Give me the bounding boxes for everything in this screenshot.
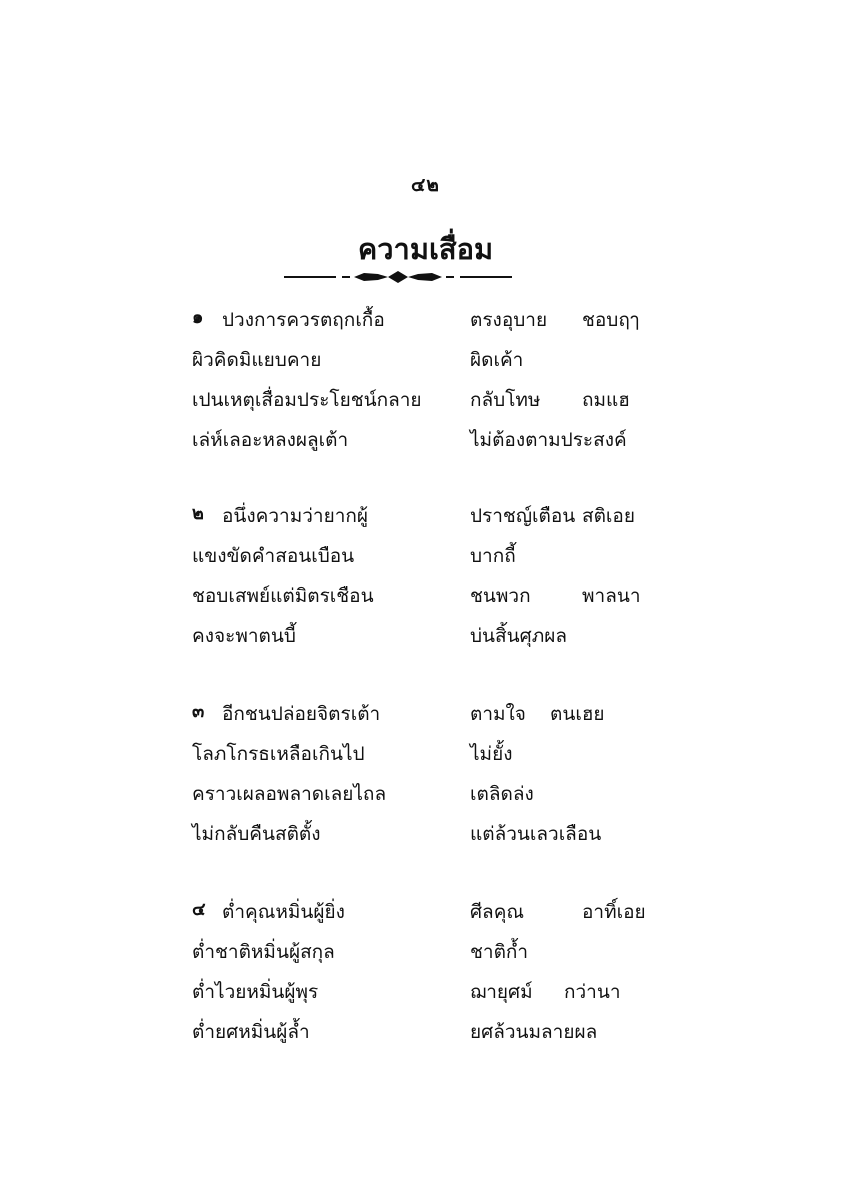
- verse-first-half: ไม่กลับคืนสติตั้ง: [192, 823, 321, 845]
- verse-second-half: ไม่ต้องตามประสงค์: [470, 429, 627, 451]
- verse-line: [192, 340, 672, 380]
- verse-second-half: ปราชญ์เตือน: [470, 505, 576, 527]
- verse-first-half: ต่ำคุณหมิ่นผู้ยิ่ง: [222, 901, 345, 923]
- stanza-number: ๓: [192, 701, 205, 722]
- verse-line: [192, 420, 672, 460]
- verse-end-word: ชอบฤๅ: [582, 309, 640, 331]
- stanza-3: [192, 694, 672, 854]
- ornament-divider: [284, 269, 512, 285]
- verse-first-half: เปนเหตุเสื่อมประโยชน์กลาย: [192, 389, 422, 411]
- verse-first-half: ต่ำยศหมิ่นผู้ล้ำ: [192, 1021, 310, 1043]
- verse-line: [192, 972, 672, 1012]
- verse-first-half: ปวงการควรตฤกเกื้อ: [222, 309, 385, 331]
- verse-second-half: ยศล้วนมลายผล: [470, 1021, 598, 1043]
- verse-second-half: ตามใจ: [470, 703, 526, 725]
- verse-first-half: โลภโกรธเหลือเกินไป: [192, 743, 365, 765]
- verse-end-word: อาทิ์เอย: [582, 901, 646, 923]
- verse-first-half: คงจะพาตนบี้: [192, 625, 296, 647]
- verse-first-half: อนึ่งความว่ายากผู้: [222, 505, 369, 527]
- verse-line: [192, 536, 672, 576]
- verse-first-half: ต่ำชาติหมิ่นผู้สกุล: [192, 941, 335, 963]
- verse-first-half: แขงขัดคำสอนเบือน: [192, 545, 355, 567]
- stanza-number: ๑: [192, 307, 204, 328]
- verse-line: [192, 932, 672, 972]
- verse-first-half: ชอบเสพย์แต่มิตรเชือน: [192, 585, 374, 607]
- verse-line: [192, 814, 672, 854]
- verse-second-half: ตรงอุบาย: [470, 309, 548, 331]
- verse-line: [192, 892, 672, 932]
- stanza-number: ๒: [192, 503, 204, 524]
- stanza-2: [192, 496, 672, 656]
- verse-second-half: บ่นสิ้นศุภผล: [470, 625, 567, 647]
- verse-second-half: บากถี้: [470, 545, 516, 567]
- stanza-number: ๔: [192, 899, 206, 920]
- verse-second-half: ศีลคุณ: [470, 901, 525, 923]
- verse-second-half: ไม่ยั้ง: [470, 743, 513, 765]
- verse-second-half: ชาติก้ำ: [470, 941, 529, 963]
- verse-line: [192, 616, 672, 656]
- verse-second-half: เตลิดล่ง: [470, 783, 534, 805]
- verse-end-word: สติเอย: [582, 505, 635, 527]
- page-title: ความเสื่อม: [357, 232, 494, 266]
- verse-line: [192, 734, 672, 774]
- stanza-1: [192, 300, 672, 460]
- verse-line: [192, 496, 672, 536]
- verse-first-half: คราวเผลอพลาดเลยไถล: [192, 783, 387, 805]
- verse-second-half: กลับโทษ: [470, 389, 541, 411]
- stanza-4: [192, 892, 672, 1052]
- verse-second-half: ชนพวก: [470, 585, 531, 607]
- verse-first-half: อีกชนปล่อยจิตรเต้า: [222, 703, 381, 725]
- verse-line: [192, 694, 672, 734]
- verse-end-word: ถมแฮ: [582, 389, 630, 411]
- verse-end-word: กว่านา: [564, 981, 621, 1003]
- verse-second-half: ฌายุศม์: [470, 981, 533, 1003]
- verse-first-half: ต่ำไวยหมิ่นผู้พุร: [192, 981, 319, 1003]
- verse-second-half: ผิดเค้า: [470, 349, 524, 371]
- page-number: ๔๒: [411, 174, 440, 196]
- verse-second-half: แต่ล้วนเลวเลือน: [470, 823, 602, 845]
- verse-end-word: พาลนา: [582, 585, 641, 607]
- verse-first-half: เล่ห์เลอะหลงผลูเต้า: [192, 429, 349, 451]
- verse-end-word: ตนเฮย: [550, 703, 605, 725]
- verse-line: [192, 576, 672, 616]
- verse-line: [192, 1012, 672, 1052]
- verse-first-half: ผิวคิดมิแยบคาย: [192, 349, 322, 371]
- verse-line: [192, 380, 672, 420]
- verse-line: [192, 300, 672, 340]
- verse-line: [192, 774, 672, 814]
